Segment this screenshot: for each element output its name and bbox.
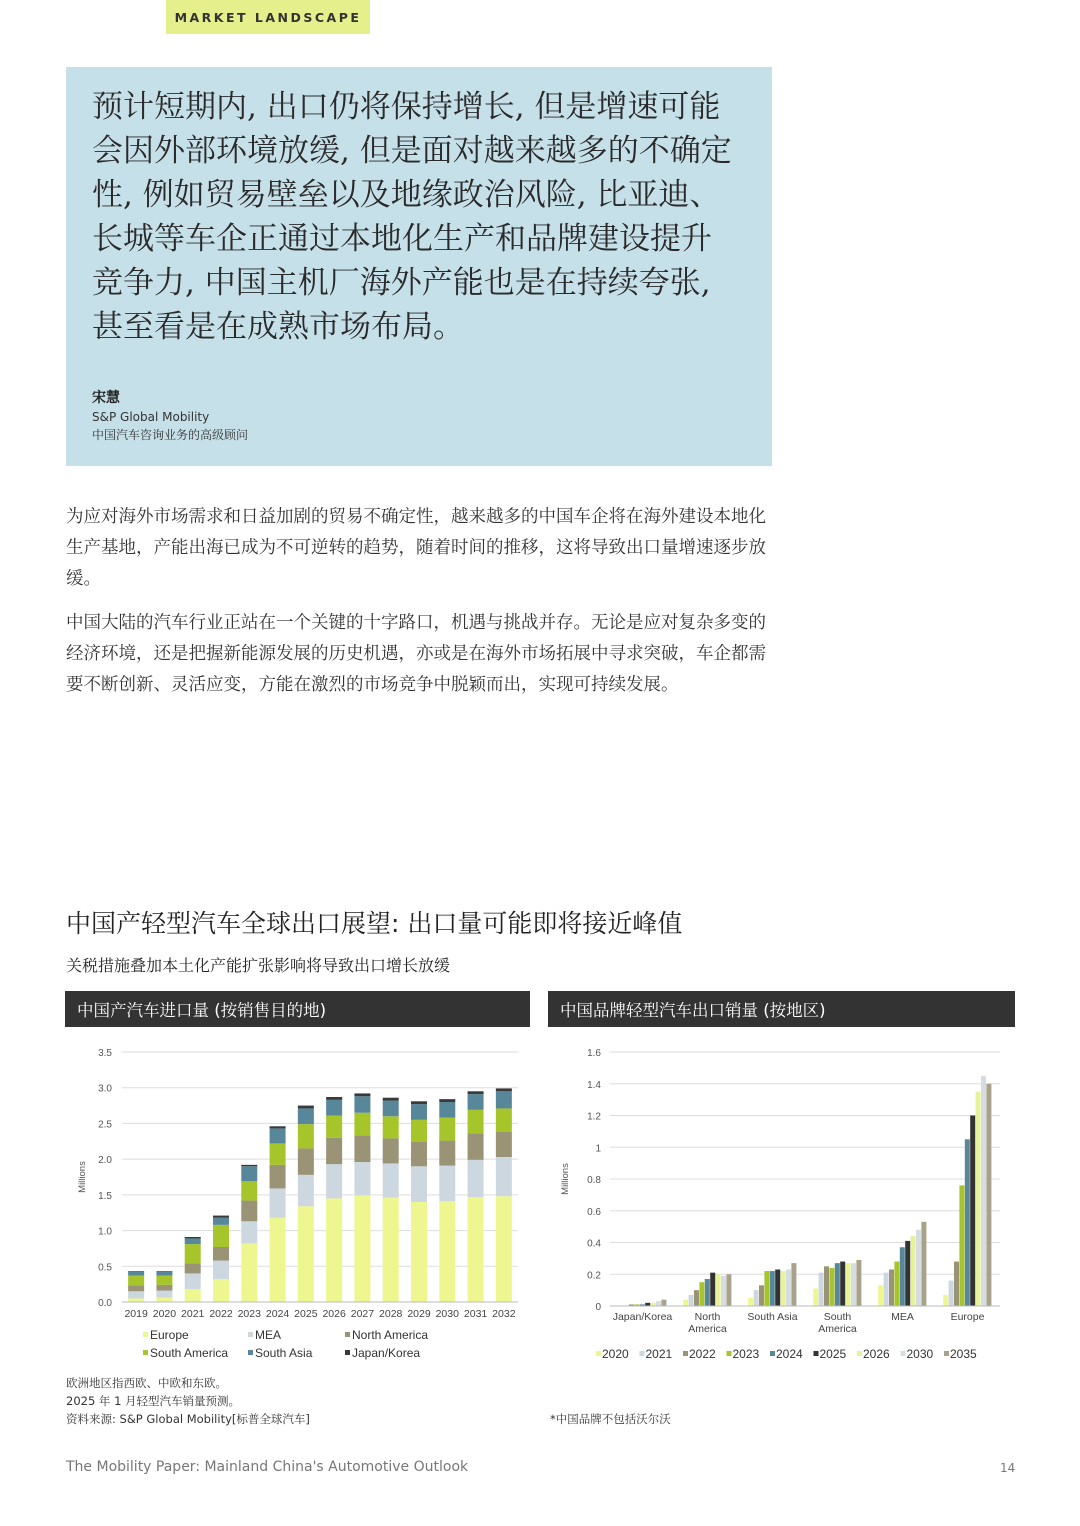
legend-swatch — [248, 1350, 253, 1355]
bar-segment — [354, 1162, 370, 1196]
bar-segment — [128, 1271, 144, 1272]
pull-quote — [66, 67, 772, 466]
bar — [959, 1185, 964, 1306]
bar-segment — [298, 1206, 314, 1302]
y-axis-label: Millions — [77, 1161, 88, 1193]
bar-segment — [241, 1201, 257, 1222]
legend-label: 2022 — [689, 1347, 716, 1361]
y-tick-label: 0.8 — [587, 1175, 601, 1186]
quote-text: 预计短期内, 出口仍将保持增长, 但是增速可能会因外部环境放缓, 但是面对越来越多的不确定性, 例如贸易壁垒以及地缘政治风险, 比亚迪、长城等车企正通过本地化生产和品牌建设提升竞争力, 中国主机厂海外产能也是在持续夸张, 甚至看是在成熟市场布局。 — [92, 89, 732, 345]
bar-segment — [411, 1166, 427, 1202]
bar-segment — [241, 1221, 257, 1243]
y-tick-label: 1.5 — [98, 1190, 112, 1202]
x-tick-label: America — [688, 1323, 727, 1335]
bar — [754, 1290, 759, 1306]
x-tick-label: 2023 — [237, 1308, 261, 1320]
bar — [770, 1271, 775, 1306]
legend-label: 2023 — [732, 1347, 760, 1361]
bar-segment — [383, 1138, 399, 1163]
bar — [884, 1273, 889, 1306]
bar-segment — [270, 1218, 286, 1302]
bar-segment — [496, 1108, 512, 1132]
legend-swatch — [901, 1351, 906, 1356]
bar-segment — [411, 1101, 427, 1104]
page-number: 14 — [1000, 1461, 1016, 1475]
legend-label: 2035 — [950, 1347, 977, 1361]
x-tick-label: 2027 — [350, 1308, 375, 1320]
bar-segment — [298, 1148, 314, 1174]
y-tick-label: 1.4 — [587, 1079, 601, 1091]
bar-segment — [213, 1218, 229, 1225]
legend-swatch — [727, 1351, 732, 1356]
bar-segment — [241, 1165, 257, 1166]
bar-segment — [383, 1116, 399, 1138]
quote-author: 宋慧 — [92, 390, 120, 406]
bar-segment — [270, 1128, 286, 1143]
bar-segment — [468, 1160, 484, 1197]
bar-segment — [213, 1216, 229, 1218]
bar — [949, 1281, 954, 1306]
bar — [791, 1263, 796, 1306]
bar — [878, 1285, 883, 1306]
x-tick-label: MEA — [891, 1311, 914, 1323]
bar-segment — [439, 1201, 455, 1302]
legend-label: South America — [150, 1346, 229, 1360]
legend-swatch — [248, 1332, 253, 1337]
legend-swatch — [596, 1351, 601, 1356]
legend-swatch — [770, 1351, 775, 1356]
bar — [840, 1262, 845, 1306]
x-tick-label: 2021 — [181, 1308, 205, 1320]
y-tick-label: 3.0 — [98, 1083, 112, 1095]
x-tick-label: 2026 — [322, 1308, 346, 1320]
y-tick-label: 0.4 — [587, 1238, 601, 1250]
section-tag: MARKET LANDSCAPE — [166, 0, 370, 34]
bar — [954, 1262, 959, 1306]
footnote-forecast: 2025 年 1 月轻型汽车销量预测。 — [66, 1394, 241, 1408]
y-tick-label: 1.6 — [587, 1048, 601, 1059]
bar-segment — [439, 1099, 455, 1102]
bar-segment — [298, 1124, 314, 1148]
bar — [846, 1263, 851, 1306]
bar — [981, 1076, 986, 1306]
bar — [721, 1276, 726, 1306]
bar-segment — [468, 1133, 484, 1159]
bar-segment — [270, 1143, 286, 1164]
legend-label: 2025 — [819, 1347, 847, 1361]
bar-segment — [468, 1094, 484, 1110]
bar — [905, 1241, 910, 1306]
bar — [856, 1260, 861, 1306]
y-tick-label: 1 — [595, 1143, 601, 1155]
bar — [965, 1139, 970, 1306]
x-tick-label: Europe — [950, 1311, 985, 1323]
bar — [921, 1222, 926, 1306]
bar — [943, 1295, 948, 1306]
bar-segment — [383, 1098, 399, 1101]
footnote-brand: *中国品牌不包括沃尔沃 — [550, 1412, 671, 1426]
bar-segment — [468, 1091, 484, 1094]
legend-swatch — [683, 1351, 688, 1356]
bar-segment — [128, 1286, 144, 1292]
bar-segment — [496, 1132, 512, 1157]
bar — [775, 1269, 780, 1306]
bar-segment — [411, 1142, 427, 1166]
bar-segment — [354, 1093, 370, 1096]
bar — [824, 1266, 829, 1306]
bar — [705, 1279, 710, 1306]
legend-label: 2024 — [776, 1347, 803, 1361]
bar-segment — [128, 1276, 144, 1286]
x-tick-label: 2024 — [265, 1308, 290, 1320]
bar-segment — [354, 1136, 370, 1162]
bar-segment — [270, 1165, 286, 1189]
bar-segment — [354, 1113, 370, 1136]
bar-segment — [439, 1102, 455, 1118]
bar — [916, 1230, 921, 1306]
bar-segment — [156, 1285, 172, 1291]
legend-swatch — [345, 1332, 350, 1337]
y-tick-label: 1.0 — [98, 1226, 112, 1238]
bar-segment — [439, 1166, 455, 1202]
legend-label: MEA — [255, 1328, 282, 1342]
bar-segment — [439, 1118, 455, 1141]
bar-segment — [496, 1088, 512, 1091]
bar-segment — [411, 1104, 427, 1120]
bar-segment — [156, 1291, 172, 1298]
bar — [835, 1263, 840, 1306]
bar — [819, 1273, 824, 1306]
bar — [699, 1282, 704, 1306]
bar-segment — [185, 1244, 201, 1263]
x-tick-label: South — [823, 1311, 852, 1323]
x-tick-label: America — [818, 1323, 857, 1335]
bar-segment — [128, 1298, 144, 1302]
bar-segment — [411, 1120, 427, 1142]
bar-segment — [326, 1138, 342, 1164]
grouped-bar-chart — [548, 1035, 1018, 1375]
bar — [710, 1273, 715, 1306]
bar-segment — [496, 1157, 512, 1196]
bar-segment — [185, 1238, 201, 1244]
x-tick-label: 2022 — [209, 1308, 233, 1320]
y-tick-label: 0.0 — [98, 1298, 112, 1309]
bar-segment — [298, 1106, 314, 1109]
x-tick-label: North — [694, 1311, 721, 1323]
x-tick-label: 2032 — [492, 1308, 516, 1320]
bar-segment — [354, 1096, 370, 1112]
bar-segment — [185, 1237, 201, 1238]
y-tick-label: 0.2 — [587, 1270, 601, 1282]
bar-segment — [354, 1196, 370, 1302]
y-tick-label: 3.5 — [98, 1048, 112, 1059]
bar-segment — [156, 1298, 172, 1302]
bar-segment — [213, 1225, 229, 1247]
x-tick-label: 2025 — [294, 1308, 318, 1320]
footnote-europe: 欧洲地区指西欧、中欧和东欧。 — [66, 1376, 227, 1390]
x-tick-label: 2031 — [463, 1308, 488, 1320]
body-paragraph-2: 中国大陆的汽车行业正站在一个关键的十字路口，机遇与挑战并存。无论是应对复杂多变的经济环境，还是把握新能源发展的历史机遇，亦或是在海外市场拓展中寻求突破，车企都需要不断创新、灵活应变，方能在激烈的市场竞争中脱颖而出，实现可持续发展。 — [66, 613, 766, 695]
bar — [851, 1263, 856, 1306]
legend-label: South Asia — [255, 1346, 313, 1360]
footnote-source: 资料来源: S&P Global Mobility[标普全球汽车] — [66, 1412, 310, 1426]
quote-org: S&P Global Mobility — [92, 410, 210, 424]
bar-segment — [270, 1188, 286, 1217]
bar — [889, 1269, 894, 1306]
left-chart-header: 中国产汽车进口量 (按销售目的地) — [65, 991, 530, 1027]
bar-segment — [326, 1100, 342, 1116]
legend-label: 2026 — [863, 1347, 890, 1361]
legend-swatch — [640, 1351, 645, 1356]
bar-segment — [156, 1272, 172, 1276]
bar-segment — [213, 1279, 229, 1302]
bar-segment — [326, 1198, 342, 1302]
bar-segment — [326, 1116, 342, 1138]
bar-segment — [241, 1166, 257, 1181]
y-tick-label: 0.5 — [98, 1262, 112, 1274]
quote-role: 中国汽车咨询业务的高级顾问 — [92, 428, 249, 442]
bar — [694, 1290, 699, 1306]
bar-segment — [185, 1263, 201, 1273]
bar — [911, 1236, 916, 1306]
footer-title: The Mobility Paper: Mainland China's Automotive Outlook — [66, 1459, 469, 1475]
bar-segment — [156, 1271, 172, 1272]
bar — [748, 1298, 753, 1306]
bar-segment — [213, 1261, 229, 1280]
legend-swatch — [857, 1351, 862, 1356]
bar-segment — [326, 1097, 342, 1100]
y-tick-label: 0.6 — [587, 1206, 601, 1218]
legend-swatch — [345, 1350, 350, 1355]
legend-label: Europe — [150, 1328, 189, 1342]
bar-segment — [383, 1101, 399, 1117]
bar-segment — [383, 1198, 399, 1302]
bar-segment — [213, 1247, 229, 1261]
bar-segment — [326, 1164, 342, 1198]
bar — [894, 1262, 899, 1306]
bar-segment — [496, 1091, 512, 1108]
bar-segment — [270, 1126, 286, 1128]
x-tick-label: 2028 — [379, 1308, 403, 1320]
x-tick-label: Japan/Korea — [612, 1311, 673, 1323]
bar — [829, 1268, 834, 1306]
stacked-bar-chart — [65, 1035, 535, 1375]
x-tick-label: 2020 — [152, 1308, 177, 1320]
bar-segment — [128, 1272, 144, 1276]
y-tick-label: 2.5 — [98, 1119, 112, 1131]
legend-label: North America — [352, 1328, 429, 1342]
bar — [900, 1247, 905, 1306]
bar — [716, 1274, 721, 1306]
bar-segment — [468, 1197, 484, 1302]
bar-segment — [241, 1243, 257, 1302]
bar — [759, 1285, 764, 1306]
bar — [683, 1300, 688, 1306]
y-axis-label: Millions — [560, 1163, 571, 1195]
right-chart-header: 中国品牌轻型汽车出口销量 (按地区) — [548, 991, 1015, 1027]
legend-swatch — [814, 1351, 819, 1356]
bar-segment — [468, 1110, 484, 1134]
bar — [781, 1271, 786, 1306]
bar — [689, 1295, 694, 1306]
x-tick-label: 2029 — [407, 1308, 431, 1320]
legend-label: 2021 — [645, 1347, 673, 1361]
legend-swatch — [944, 1351, 949, 1356]
y-tick-label: 1.2 — [587, 1111, 601, 1123]
legend-label: Japan/Korea — [352, 1346, 421, 1360]
bar — [786, 1269, 791, 1306]
bar — [813, 1289, 818, 1306]
bar-segment — [298, 1108, 314, 1124]
bar-segment — [185, 1273, 201, 1289]
bar — [986, 1084, 991, 1306]
bar — [726, 1274, 731, 1306]
bar-segment — [298, 1175, 314, 1206]
bar-segment — [411, 1202, 427, 1302]
legend-label: 2030 — [906, 1347, 934, 1361]
bar-segment — [185, 1289, 201, 1302]
y-tick-label: 0 — [595, 1302, 601, 1313]
bar-segment — [128, 1291, 144, 1298]
bar-segment — [439, 1141, 455, 1166]
bar-segment — [496, 1196, 512, 1302]
legend-label: 2020 — [602, 1347, 629, 1361]
bar — [970, 1116, 975, 1307]
figure-title: 中国产轻型汽车全球出口展望: 出口量可能即将接近峰值 — [66, 909, 683, 938]
legend-swatch — [143, 1332, 148, 1337]
x-tick-label: 2019 — [124, 1308, 148, 1320]
bar-segment — [383, 1163, 399, 1197]
bar — [661, 1300, 666, 1306]
bar-segment — [156, 1276, 172, 1285]
legend-swatch — [143, 1350, 148, 1355]
x-tick-label: 2030 — [435, 1308, 459, 1320]
bar — [976, 1092, 981, 1306]
bar — [764, 1271, 769, 1306]
y-tick-label: 2.0 — [98, 1155, 112, 1167]
bar-segment — [241, 1181, 257, 1200]
bar — [656, 1301, 661, 1306]
figure-subtitle: 关税措施叠加本土化产能扩张影响将导致出口增长放缓 — [66, 956, 451, 975]
body-paragraph-1: 为应对海外市场需求和日益加剧的贸易不确定性，越来越多的中国车企将在海外建设本地化生产基地，产能出海已成为不可逆转的趋势，随着时间的推移，这将导致出口量增速逐步放缓。 — [66, 507, 766, 589]
x-tick-label: South Asia — [747, 1311, 798, 1323]
